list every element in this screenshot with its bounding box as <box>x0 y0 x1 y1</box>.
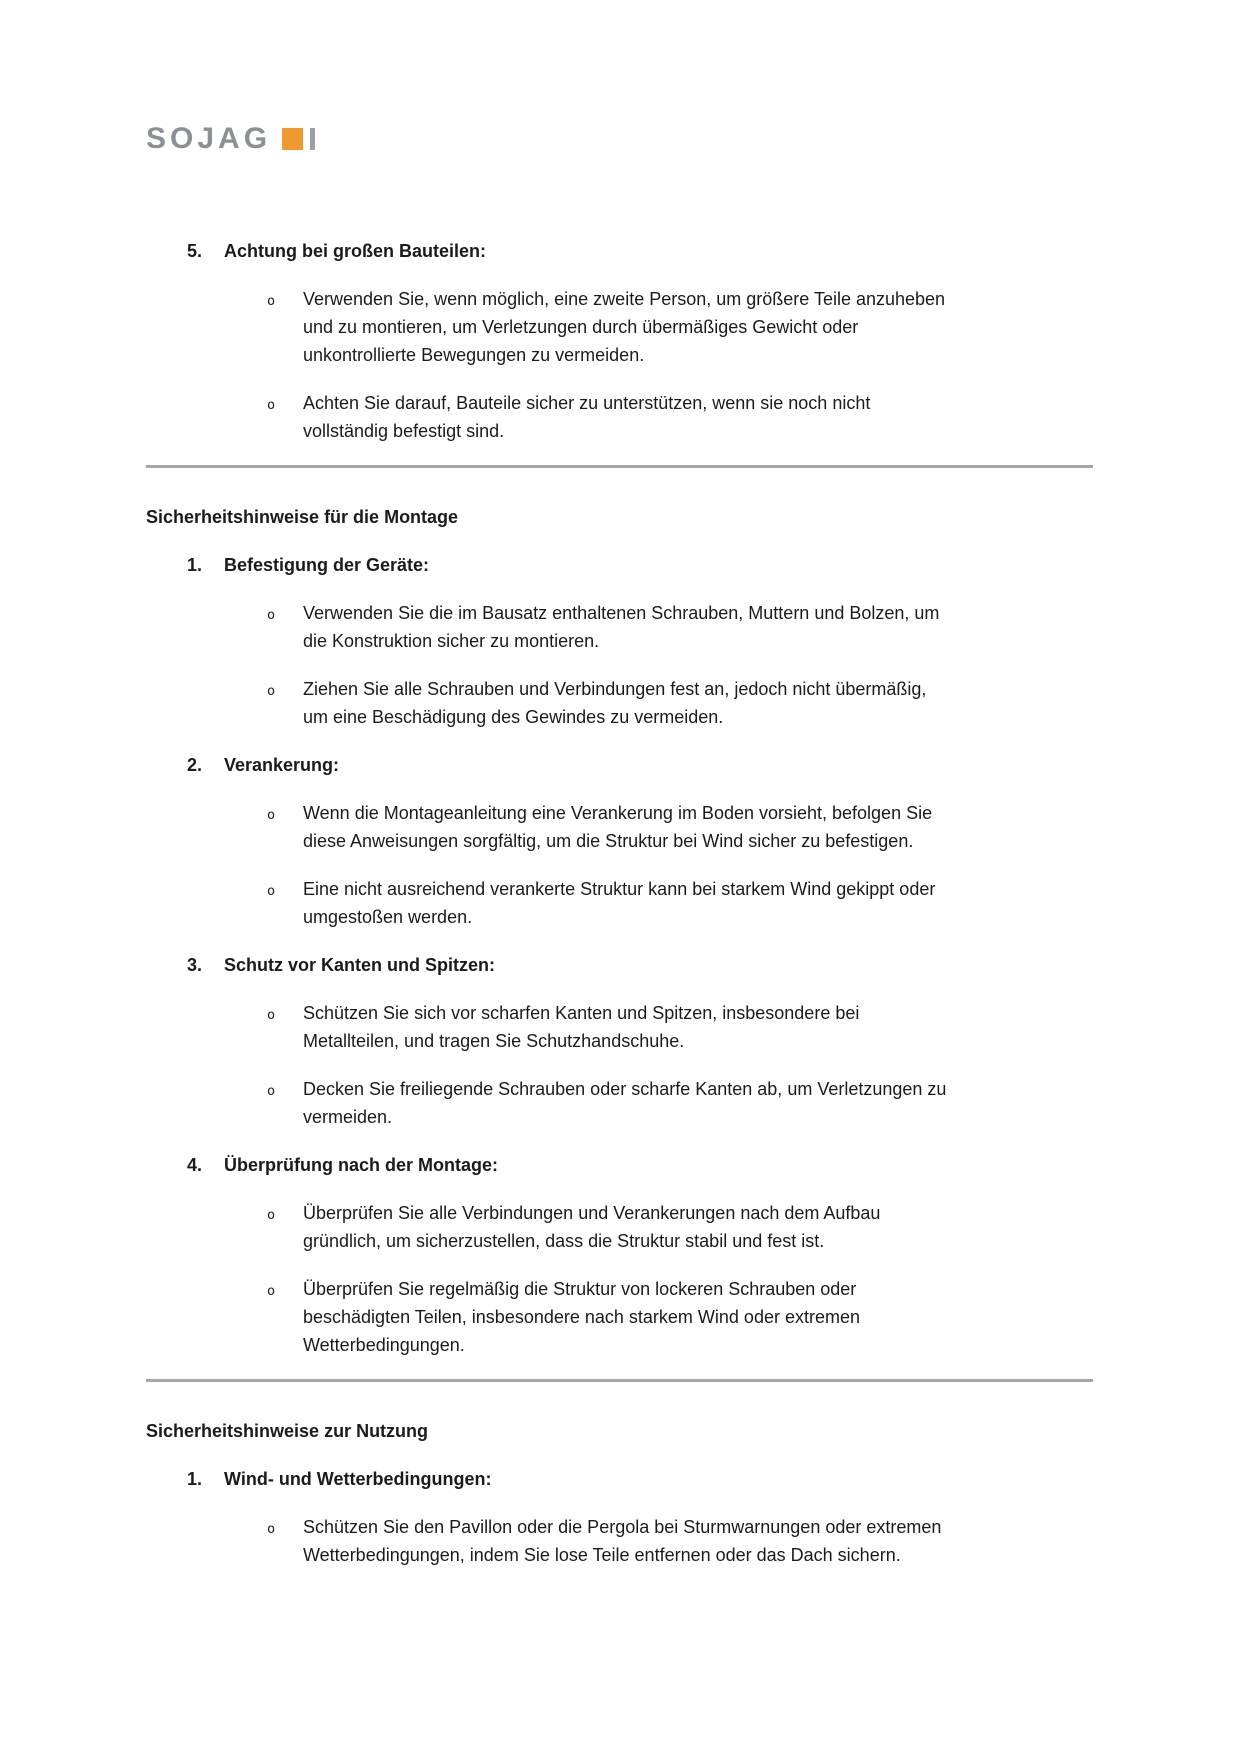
bullet-marker: o <box>267 883 276 899</box>
bullet-line: Schützen Sie sich vor scharfen Kanten und Spitzen, insbesondere bei <box>303 1003 860 1023</box>
item-title: Befestigung der Geräte: <box>224 555 430 575</box>
section-heading: Sicherheitshinweise zur Nutzung <box>146 1421 429 1441</box>
sojag-logo <box>146 122 1093 155</box>
bullet-line: Ziehen Sie alle Schrauben und Verbindungen fest an, jedoch nicht übermäßig, <box>303 679 927 699</box>
bullet-text <box>303 675 926 731</box>
bullet-item <box>267 875 1093 931</box>
numbered-item <box>187 751 1093 779</box>
bullet-item <box>267 799 1093 855</box>
item-title: Achtung bei großen Bauteilen: <box>224 241 487 261</box>
bullet-marker: o <box>267 607 276 623</box>
logo-text: SOJAG <box>146 122 272 155</box>
logo-bar-icon <box>310 128 315 150</box>
bullet-line: Metallteilen, und tragen Sie Schutzhandschuhe. <box>303 1031 685 1051</box>
item-title: Schutz vor Kanten und Spitzen: <box>224 955 496 975</box>
bullet-line: Verwenden Sie, wenn möglich, eine zweite Person, um größere Teile anzuheben <box>303 289 946 309</box>
bullet-item <box>267 1199 1093 1255</box>
bullet-line: Verwenden Sie die im Bausatz enthaltenen Schrauben, Muttern und Bolzen, um <box>303 603 940 623</box>
section-divider <box>146 465 1093 468</box>
bullet-text <box>303 1199 880 1255</box>
bullet-item <box>267 1513 1093 1569</box>
bullet-text <box>303 1075 946 1131</box>
numbered-item <box>187 951 1093 979</box>
bullet-line: Wetterbedingungen, indem Sie lose Teile entfernen oder das Dach sichern. <box>303 1545 901 1565</box>
bullet-line: umgestoßen werden. <box>303 907 473 927</box>
bullet-line: und zu montieren, um Verletzungen durch übermäßiges Gewicht oder <box>303 317 859 337</box>
bullet-item <box>267 1275 1093 1359</box>
item-title: Wind- und Wetterbedingungen: <box>224 1469 492 1489</box>
item-number: 4. <box>187 1155 203 1175</box>
numbered-item <box>187 237 1093 265</box>
bullet-line: die Konstruktion sicher zu montieren. <box>303 631 600 651</box>
bullet-line: vollständig befestigt sind. <box>303 421 505 441</box>
bullet-text <box>303 799 932 855</box>
bullet-text <box>303 1513 941 1569</box>
bullet-item <box>267 999 1093 1055</box>
item-title: Verankerung: <box>224 755 340 775</box>
bullet-line: Überprüfen Sie regelmäßig die Struktur von lockeren Schrauben oder <box>303 1279 857 1299</box>
bullet-line: Wenn die Montageanleitung eine Verankerung im Boden vorsieht, befolgen Sie <box>303 803 933 823</box>
bullet-marker: o <box>267 397 276 413</box>
logo-orange-square-icon <box>282 128 303 150</box>
bullet-marker: o <box>267 1007 276 1023</box>
bullet-text <box>303 285 945 369</box>
item-number: 5. <box>187 241 203 261</box>
bullet-marker: o <box>267 1207 276 1223</box>
bullet-line: Decken Sie freiliegende Schrauben oder scharfe Kanten ab, um Verletzungen zu <box>303 1079 947 1099</box>
numbered-item <box>187 1151 1093 1179</box>
numbered-item <box>187 551 1093 579</box>
item-number: 3. <box>187 955 203 975</box>
bullet-line: Wetterbedingungen. <box>303 1335 465 1355</box>
bullet-text <box>303 1275 860 1359</box>
bullet-line: gründlich, um sicherzustellen, dass die Struktur stabil und fest ist. <box>303 1231 825 1251</box>
bullet-text <box>303 999 859 1055</box>
bullet-marker: o <box>267 1521 276 1537</box>
bullet-line: Eine nicht ausreichend verankerte Struktur kann bei starkem Wind gekippt oder <box>303 879 936 899</box>
item-title: Überprüfung nach der Montage: <box>224 1155 498 1175</box>
item-number: 1. <box>187 555 203 575</box>
item-number: 2. <box>187 755 203 775</box>
bullet-line: beschädigten Teilen, insbesondere nach starkem Wind oder extremen <box>303 1307 860 1327</box>
bullet-item <box>267 389 1093 445</box>
item-number: 1. <box>187 1469 203 1489</box>
bullet-item <box>267 285 1093 369</box>
bullet-marker: o <box>267 293 276 309</box>
bullet-marker: o <box>267 807 276 823</box>
section-heading: Sicherheitshinweise für die Montage <box>146 507 459 527</box>
bullet-text <box>303 875 935 931</box>
bullet-line: vermeiden. <box>303 1107 393 1127</box>
bullet-text <box>303 389 870 445</box>
bullet-item <box>267 599 1093 655</box>
bullet-line: um eine Beschädigung des Gewindes zu vermeiden. <box>303 707 724 727</box>
bullet-item <box>267 675 1093 731</box>
bullet-line: Schützen Sie den Pavillon oder die Pergola bei Sturmwarnungen oder extremen <box>303 1517 942 1537</box>
bullet-line: Überprüfen Sie alle Verbindungen und Verankerungen nach dem Aufbau <box>303 1203 881 1223</box>
bullet-marker: o <box>267 683 276 699</box>
numbered-item <box>187 1465 1093 1493</box>
bullet-line: diese Anweisungen sorgfältig, um die Struktur bei Wind sicher zu befestigen. <box>303 831 914 851</box>
section-divider <box>146 1379 1093 1382</box>
bullet-line: Achten Sie darauf, Bauteile sicher zu unterstützen, wenn sie noch nicht <box>303 393 871 413</box>
bullet-marker: o <box>267 1083 276 1099</box>
bullet-line: unkontrollierte Bewegungen zu vermeiden. <box>303 345 645 365</box>
bullet-marker: o <box>267 1283 276 1299</box>
bullet-item <box>267 1075 1093 1131</box>
bullet-text <box>303 599 939 655</box>
